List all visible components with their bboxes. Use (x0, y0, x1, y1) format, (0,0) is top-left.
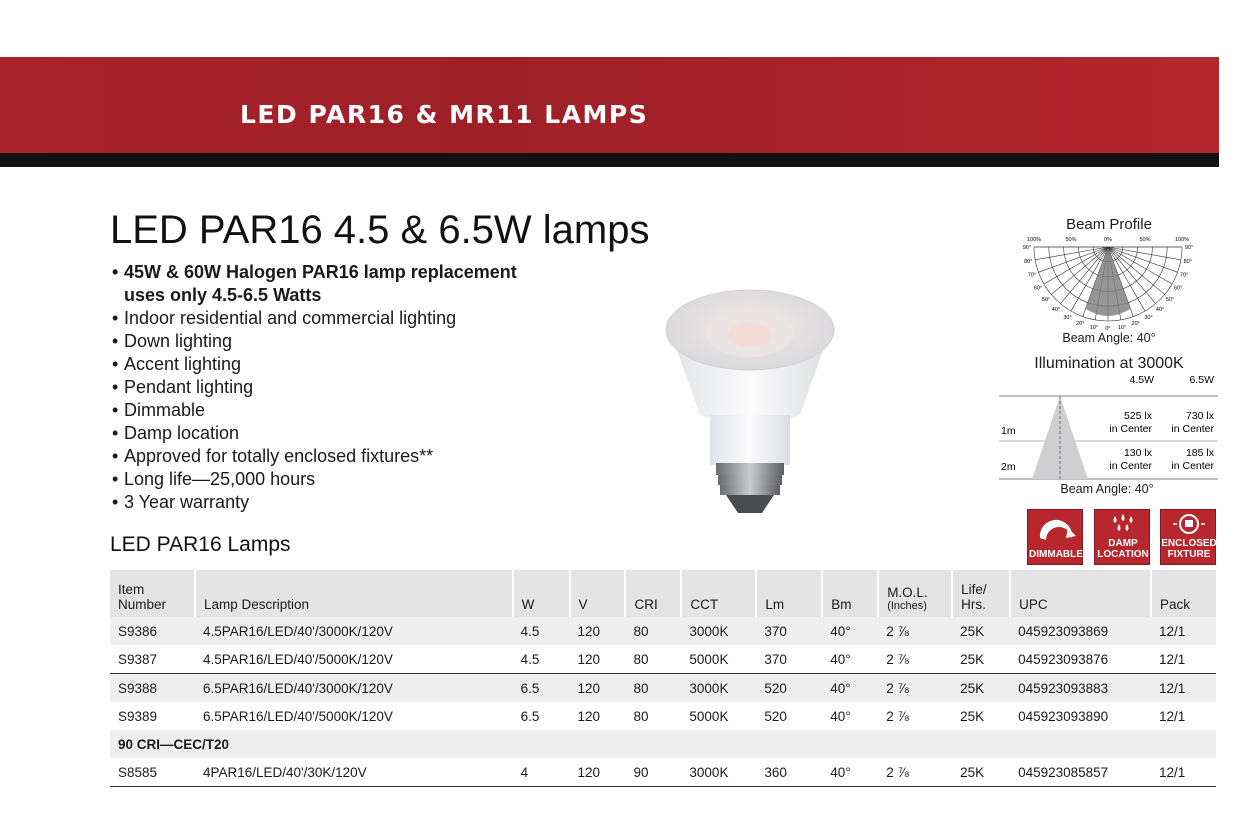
group-label: 90 CRI—CEC/T20 (110, 730, 1216, 758)
cell-life: 25K (952, 617, 1010, 645)
beam-angle-tick: 60° (1173, 285, 1183, 292)
table-row (110, 702, 1216, 730)
beam-angle-tick: 60° (1033, 285, 1043, 292)
cell-desc: 4.5PAR16/LED/40'/5000K/120V (202, 651, 393, 667)
illum-distance: 1m (1001, 425, 1016, 437)
banner-title: LED PAR16 & MR11 LAMPS (240, 100, 649, 129)
cell-bm: 40° (822, 674, 878, 703)
table-row (110, 645, 1216, 674)
cell-lm: 360 (756, 758, 822, 787)
beam-angle-tick: 90° (1184, 245, 1194, 251)
cell-lm: 370 (756, 617, 822, 645)
beam-angle-tick: 40° (1051, 307, 1061, 314)
cell-bm: 40° (822, 758, 878, 787)
beam-percent-label: 0% (1104, 237, 1112, 243)
cell-w: 4 (513, 758, 570, 787)
col-upc: UPC (1010, 570, 1151, 617)
table-group-row (110, 730, 1216, 758)
beam-profile-diagram (1017, 233, 1199, 333)
cell-cct: 5000K (689, 708, 729, 724)
beam-angle-tick: 20° (1131, 321, 1140, 328)
illum-note: in Center (1109, 423, 1152, 435)
beam-angle-label: Beam Angle: 40° (1062, 331, 1156, 345)
damp-location-badge (1094, 509, 1150, 565)
cell-cct: 3000K (681, 758, 756, 787)
cell-item: S9386 (110, 617, 195, 645)
feature-item: • Pendant lighting (112, 376, 554, 399)
cell-bm: 40° (830, 651, 851, 667)
cell-upc: 045923093883 (1010, 674, 1151, 703)
cell-v: 120 (577, 708, 601, 724)
section-title: LED PAR16 Lamps (110, 533, 291, 556)
cell-cri: 80 (633, 708, 649, 724)
beam-percent-label: 50% (1139, 237, 1151, 243)
cell-item: S9388 (110, 674, 195, 703)
beam-angle-tick: 10° (1089, 324, 1099, 331)
cell-w: 4.5 (513, 617, 570, 645)
cell-desc: 6.5PAR16/LED/40'/5000K/120V (202, 708, 393, 724)
cell-upc: 045923085857 (1010, 758, 1151, 787)
cell-item: S8585 (110, 758, 195, 787)
illum-col-65: 6.5W (1189, 374, 1214, 386)
cell-cri: 80 (625, 674, 681, 703)
cell-item: S9387 (118, 651, 158, 667)
illum-note: in Center (1171, 460, 1214, 472)
beam-angle-tick: 80° (1183, 259, 1192, 266)
cell-pack: 12/1 (1158, 708, 1186, 724)
cell-v: 120 (577, 651, 601, 667)
illum-value: 130 lx (1123, 447, 1152, 459)
illum-value: 525 lx (1123, 410, 1152, 422)
lamp-product-image (650, 285, 850, 520)
cell-pack: 12/1 (1151, 758, 1216, 787)
feature-list (112, 261, 554, 514)
page-title: LED PAR16 4.5 & 6.5W lamps (110, 208, 650, 252)
cell-lm: 370 (764, 651, 787, 667)
illumination-title: Illumination at 3000K (1034, 355, 1184, 372)
beam-angle-tick: 30° (1063, 315, 1072, 322)
feature-item: • Accent lighting (112, 353, 554, 376)
cell-bm: 40° (830, 708, 851, 724)
beam-angle-tick: 50° (1041, 297, 1051, 304)
col-desc: Lamp Description (195, 570, 513, 617)
illum-note: in Center (1109, 460, 1152, 472)
banner-stripe (0, 153, 1219, 167)
illum-distance: 2m (1001, 461, 1016, 473)
beam-angle-tick: 20° (1076, 321, 1085, 328)
illum-value: 730 lx (1185, 410, 1214, 422)
feature-item: • 45W & 60W Halogen PAR16 lamp replacement uses only 4.5-6.5 Watts (112, 261, 554, 307)
cell-pack: 12/1 (1151, 674, 1216, 703)
table-row (110, 617, 1216, 645)
cell-desc: 4PAR16/LED/40'/30K/120V (195, 758, 513, 787)
beam-angle-tick: 30° (1144, 315, 1153, 322)
enclosed-fixture-badge (1160, 509, 1216, 565)
cell-mol: 2 ⅞ (886, 651, 909, 667)
col-mol: M.O.L. (Inches) (878, 570, 952, 617)
col-lm: Lm (756, 570, 822, 617)
illumination-diagram (996, 373, 1218, 485)
cell-cri: 80 (633, 651, 649, 667)
cell-mol: 2 ⅞ (878, 617, 952, 645)
beam-percent-label: 50% (1065, 237, 1077, 243)
badge-label: ENCLOSED FIXTURE (1161, 538, 1217, 560)
cell-bm: 40° (822, 617, 878, 645)
beam-angle-tick: 40° (1155, 307, 1165, 314)
dimmable-badge (1027, 509, 1083, 565)
feature-item: • Indoor residential and commercial lighting (112, 307, 554, 330)
feature-item: • Damp location (112, 422, 554, 445)
beam-profile-title: Beam Profile (1066, 216, 1152, 233)
cell-mol: 2 ⅞ (878, 758, 952, 787)
cell-lm: 520 (756, 674, 822, 703)
cell-cct: 3000K (681, 674, 756, 703)
beam-percent-label: 100% (1174, 237, 1190, 243)
cell-upc: 045923093876 (1018, 651, 1109, 667)
feature-item: • 3 Year warranty (112, 491, 554, 514)
cell-upc: 045923093869 (1010, 617, 1151, 645)
table-row (110, 674, 1216, 703)
badge-label: DIMMABLE (1029, 549, 1083, 560)
spec-table (110, 570, 1216, 787)
feature-item: • Long life—25,000 hours (112, 468, 554, 491)
col-item: Item Number (110, 570, 195, 617)
beam-angle-tick: 50° (1165, 297, 1175, 304)
feature-item: • Down lighting (112, 330, 554, 353)
cell-pack: 12/1 (1158, 651, 1186, 667)
col-cri: CRI (625, 570, 681, 617)
feature-item: • Dimmable (112, 399, 554, 422)
cell-life: 25K (952, 758, 1010, 787)
cell-pack: 12/1 (1151, 617, 1216, 645)
beam-angle-tick: 90° (1022, 245, 1032, 251)
cell-w: 6.5 (513, 674, 570, 703)
cell-v: 120 (570, 617, 626, 645)
illum-note: in Center (1171, 423, 1214, 435)
beam-angle-tick: 70° (1179, 272, 1189, 279)
table-header-row (110, 570, 1216, 617)
table-row (110, 758, 1216, 787)
cell-v: 120 (570, 758, 626, 787)
cell-item: S9389 (118, 708, 158, 724)
beam-percent-label: 100% (1026, 237, 1042, 243)
col-bm: Bm (822, 570, 878, 617)
beam-angle-tick: 80° (1024, 259, 1033, 266)
badge-label: DAMP LOCATION (1097, 538, 1149, 560)
cell-cri: 90 (625, 758, 681, 787)
cell-life: 25K (960, 708, 985, 724)
col-w: W (513, 570, 570, 617)
cell-life: 25K (960, 651, 985, 667)
col-life: Life/ Hrs. (952, 570, 1010, 617)
cell-w: 4.5 (520, 651, 540, 667)
col-v: V (570, 570, 626, 617)
cell-cri: 80 (625, 617, 681, 645)
cell-cct: 5000K (689, 651, 729, 667)
cell-desc: 4.5PAR16/LED/40'/3000K/120V (195, 617, 513, 645)
col-pack: Pack (1151, 570, 1216, 617)
cell-v: 120 (570, 674, 626, 703)
cell-life: 25K (952, 674, 1010, 703)
cell-lm: 520 (764, 708, 787, 724)
col-cct: CCT (681, 570, 756, 617)
cell-upc: 045923093890 (1018, 708, 1109, 724)
beam-angle-tick: 10° (1117, 324, 1127, 331)
beam-angle-tick: 0° (1105, 326, 1111, 332)
illumination-beam-angle: Beam Angle: 40° (1060, 482, 1154, 496)
cell-mol: 2 ⅞ (886, 708, 909, 724)
cell-mol: 2 ⅞ (878, 674, 952, 703)
illum-value: 185 lx (1185, 447, 1214, 459)
cell-cct: 3000K (681, 617, 756, 645)
feature-item: • Approved for totally enclosed fixtures** (112, 445, 554, 468)
cell-w: 6.5 (520, 708, 540, 724)
cell-desc: 6.5PAR16/LED/40'/3000K/120V (195, 674, 513, 703)
illum-col-45: 4.5W (1129, 374, 1154, 386)
beam-angle-tick: 70° (1027, 272, 1037, 279)
